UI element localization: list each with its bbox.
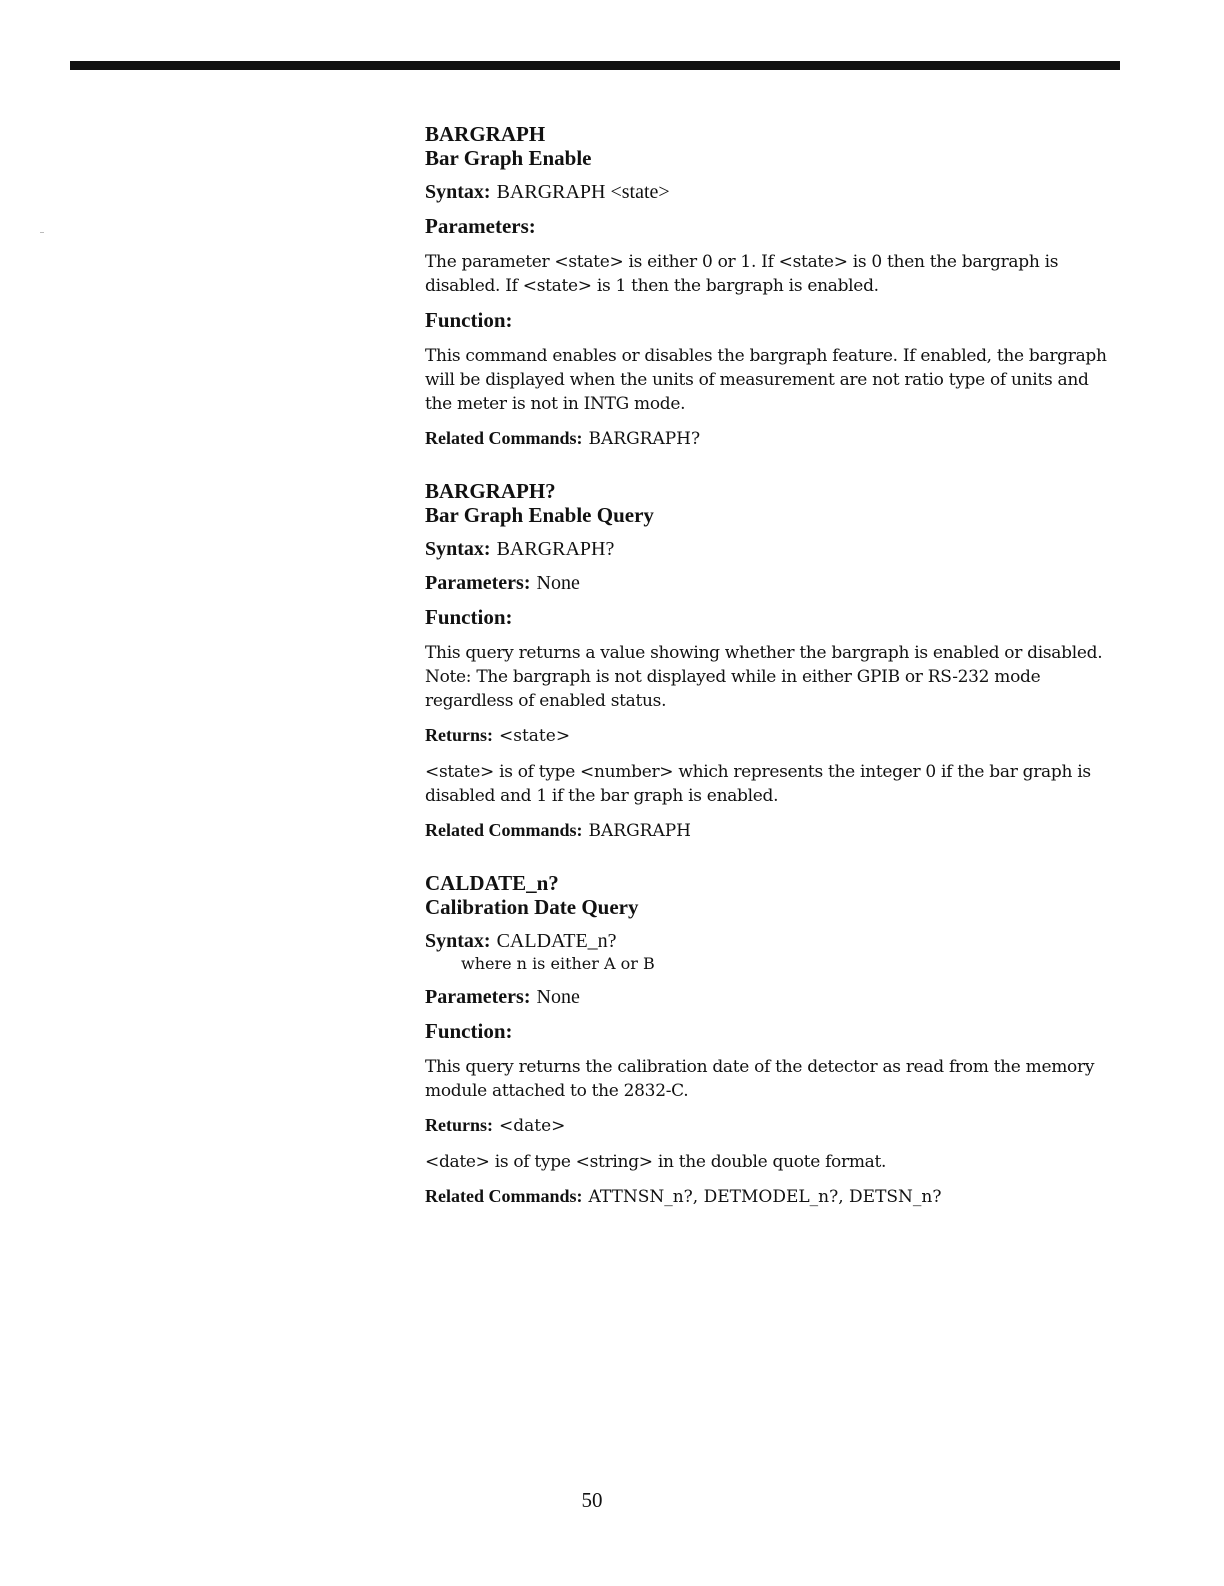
parameters-label: Parameters: (425, 986, 531, 1008)
returns-label: Returns: (425, 725, 493, 745)
returns-row (425, 1113, 1115, 1138)
related-commands-row (425, 426, 1115, 451)
parameters-value: None (536, 986, 580, 1008)
function-heading: Function: (425, 308, 513, 332)
related-commands-label: Related Commands: (425, 820, 583, 840)
related-commands-value: BARGRAPH (588, 821, 691, 841)
page-number: 50 (581, 1488, 603, 1512)
returns-text: <date> is of type <string> in the double quote format. (425, 1152, 887, 1172)
related-commands-value: ATTNSN_n?, DETMODEL_n?, DETSN_n? (588, 1187, 942, 1207)
command-name: BARGRAPH (425, 122, 546, 146)
section-bargraph-query (425, 479, 1115, 843)
related-commands-row (425, 1184, 1115, 1209)
related-commands-label: Related Commands: (425, 428, 583, 448)
command-title: Bar Graph Enable Query (425, 503, 654, 527)
syntax-row (425, 537, 1115, 561)
function-text: This command enables or disables the bargraph feature. If enabled, the bargraph will be displayed when the units of measurement are not ratio type of units and the meter is not in INTG mode. (425, 346, 1107, 414)
related-commands-row (425, 818, 1115, 843)
command-title: Calibration Date Query (425, 895, 639, 919)
returns-label: Returns: (425, 1115, 493, 1135)
margin-mark (40, 232, 44, 233)
function-heading: Function: (425, 605, 513, 629)
parameters-value: None (536, 572, 580, 594)
syntax-row (425, 180, 1115, 204)
syntax-row (425, 929, 1115, 953)
parameters-row (425, 985, 1115, 1009)
syntax-label: Syntax: (425, 930, 491, 952)
command-name: CALDATE_n? (425, 871, 559, 895)
syntax-value: BARGRAPH <state> (496, 181, 670, 203)
page-content (425, 122, 1115, 1209)
parameters-text: The parameter <state> is either 0 or 1. If <state> is 0 then the bargraph is disabled. If <state> is 1 then the bargraph is enabled. (425, 252, 1059, 296)
command-title: Bar Graph Enable (425, 146, 592, 170)
syntax-note: where n is either A or B (461, 954, 655, 973)
parameters-row (425, 571, 1115, 595)
top-rule (70, 61, 1120, 70)
function-text: This query returns the calibration date of the detector as read from the memory module attached to the 2832-C. (425, 1057, 1095, 1101)
returns-text: <state> is of type <number> which represents the integer 0 if the bar graph is disabled and 1 if the bar graph is enabled. (425, 762, 1091, 806)
related-commands-label: Related Commands: (425, 1186, 583, 1206)
function-text: This query returns a value showing whether the bargraph is enabled or disabled. Note: The bargraph is not displayed while in either GPIB or RS-232 mode regardless of enabled status. (425, 643, 1103, 711)
returns-row (425, 723, 1115, 748)
syntax-label: Syntax: (425, 181, 491, 203)
parameters-heading: Parameters: (425, 214, 536, 238)
section-bargraph (425, 122, 1115, 451)
syntax-label: Syntax: (425, 538, 491, 560)
syntax-value: BARGRAPH? (496, 538, 615, 560)
returns-value: <date> (499, 1116, 566, 1136)
parameters-label: Parameters: (425, 572, 531, 594)
section-caldate-query (425, 871, 1115, 1209)
command-name: BARGRAPH? (425, 479, 556, 503)
returns-value: <state> (499, 726, 571, 746)
syntax-value: CALDATE_n? (496, 930, 617, 952)
related-commands-value: BARGRAPH? (588, 429, 701, 449)
function-heading: Function: (425, 1019, 513, 1043)
